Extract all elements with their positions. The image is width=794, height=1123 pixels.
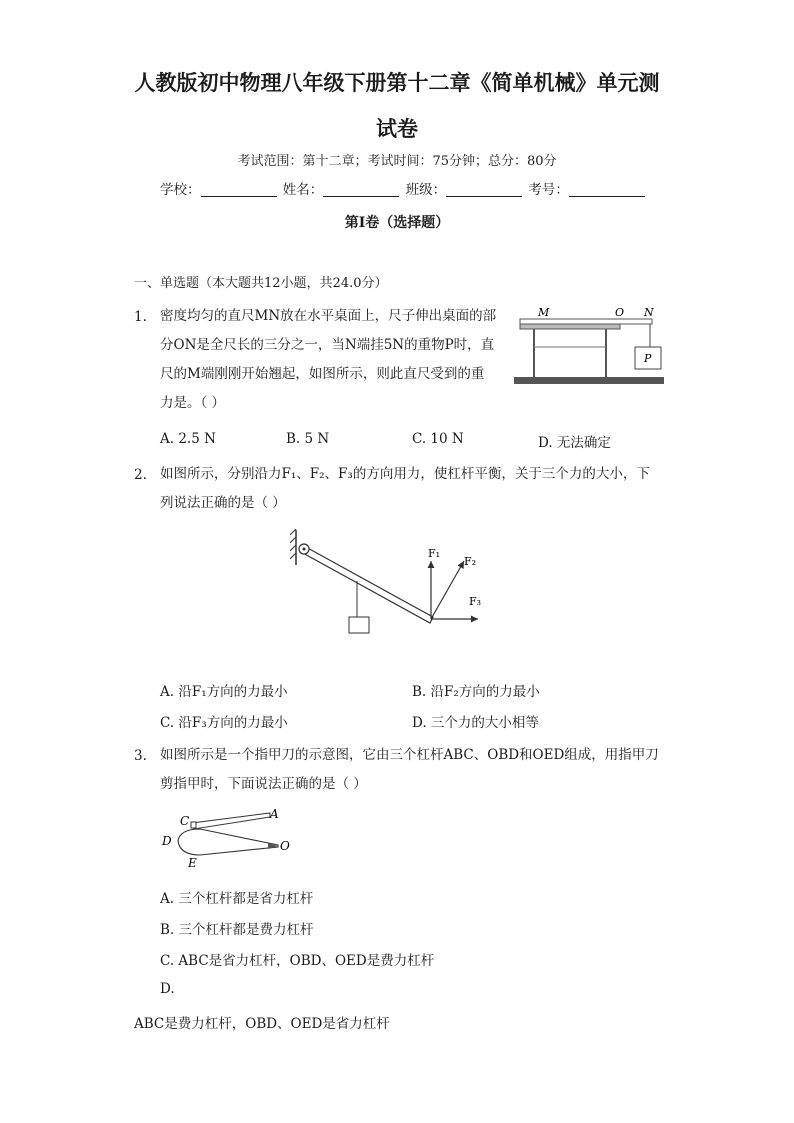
ruler (520, 319, 652, 324)
q2-option-c[interactable]: C. 沿F₃方向的力最小 (160, 715, 288, 731)
label-C: C (180, 814, 190, 828)
student-info-fields (160, 180, 647, 200)
label-P: P (644, 352, 652, 365)
q1-option-c[interactable]: C. 10 N (412, 431, 464, 447)
ruler-table-figure (510, 305, 670, 387)
q1-option-a[interactable]: A. 2.5 N (160, 431, 216, 447)
q2-option-a[interactable]: A. 沿F₁方向的力最小 (160, 684, 288, 700)
nail-clipper-figure (158, 803, 298, 873)
question-line: 力是。（ ） (160, 395, 226, 411)
question-2-text (160, 460, 680, 518)
table-top (520, 324, 620, 329)
hanging-weight (349, 617, 369, 633)
class-label: 班级： (405, 182, 447, 198)
question-line: 列说法正确的是（ ） (160, 495, 286, 511)
exam-title (100, 60, 694, 152)
label-O: O (280, 839, 290, 853)
section-heading: 一、单选题（本大题共12小题，共24.0分） (134, 276, 388, 291)
label-F1: F₁ (428, 547, 441, 560)
blades-OBD-OED (178, 829, 278, 855)
lever-figure (290, 525, 500, 640)
label-E: E (188, 856, 197, 870)
number-label: 考号： (528, 182, 569, 198)
section-volume: 第I卷（选择题） (344, 215, 450, 231)
q3-option-d[interactable]: D. (160, 981, 175, 997)
q1-option-b[interactable]: B. 5 N (286, 431, 330, 447)
class-blank[interactable] (446, 182, 522, 197)
q3-option-a[interactable]: A. 三个杠杆都是省力杠杆 (160, 891, 314, 907)
school-blank[interactable] (201, 182, 277, 197)
question-line: 如图所示是一个指甲刀的示意图，它由三个杠杆ABC、OBD和OED组成，用指甲刀 (160, 747, 659, 763)
question-2-number: 2. (134, 467, 147, 483)
label-N: N (644, 306, 654, 319)
lever-ABC (192, 813, 270, 829)
question-1-text (160, 302, 510, 418)
q2-option-b[interactable]: B. 沿F₂方向的力最小 (412, 684, 540, 700)
name-blank[interactable] (323, 182, 399, 197)
question-line: 密度均匀的直尺MN放在水平桌面上，尺子伸出桌面的部 (160, 308, 497, 324)
q1-option-d[interactable]: D. 无法确定 (538, 435, 611, 451)
label-M: M (538, 306, 550, 319)
question-line: 剪指甲时，下面说法正确的是（ ） (160, 776, 367, 792)
force-F2-arrow (431, 561, 464, 619)
lever-bar (301, 546, 433, 623)
title-line-1: 人教版初中物理八年级下册第十二章《简单机械》单元测 (134, 70, 660, 95)
question-line: 尺的M端刚刚开始翘起，如图所示，则此直尺受到的重 (160, 366, 485, 382)
q3-option-b[interactable]: B. 三个杠杆都是费力杠杆 (160, 922, 314, 938)
q2-option-d[interactable]: D. 三个力的大小相等 (412, 715, 539, 731)
label-F2: F₂ (464, 555, 477, 568)
number-blank[interactable] (569, 182, 645, 197)
label-D: D (162, 834, 172, 848)
label-A: A (270, 807, 279, 821)
q3-option-d-text: ABC是费力杠杆，OBD、OED是省力杠杆 (134, 1016, 390, 1032)
question-line: 如图所示，分别沿力F₁、F₂、F₃的方向用力，使杠杆平衡，关于三个力的大小，下 (160, 466, 650, 482)
question-3-text (160, 741, 680, 799)
title-line-2: 试卷 (376, 116, 418, 141)
question-line: 分ON是全尺长的三分之一，当N端挂5N的重物P时，直 (160, 337, 495, 353)
name-label: 姓名： (282, 182, 324, 198)
q3-option-c[interactable]: C. ABC是省力杠杆，OBD、OED是费力杠杆 (160, 953, 435, 969)
exam-meta: 考试范围：第十二章；考试时间：75分钟；总分：80分 (237, 154, 557, 169)
floor (514, 377, 664, 384)
label-F3: F₃ (469, 595, 482, 608)
label-O: O (615, 306, 625, 319)
question-3-number: 3. (134, 748, 147, 764)
school-label: 学校： (160, 182, 201, 198)
question-1-number: 1. (134, 309, 147, 325)
